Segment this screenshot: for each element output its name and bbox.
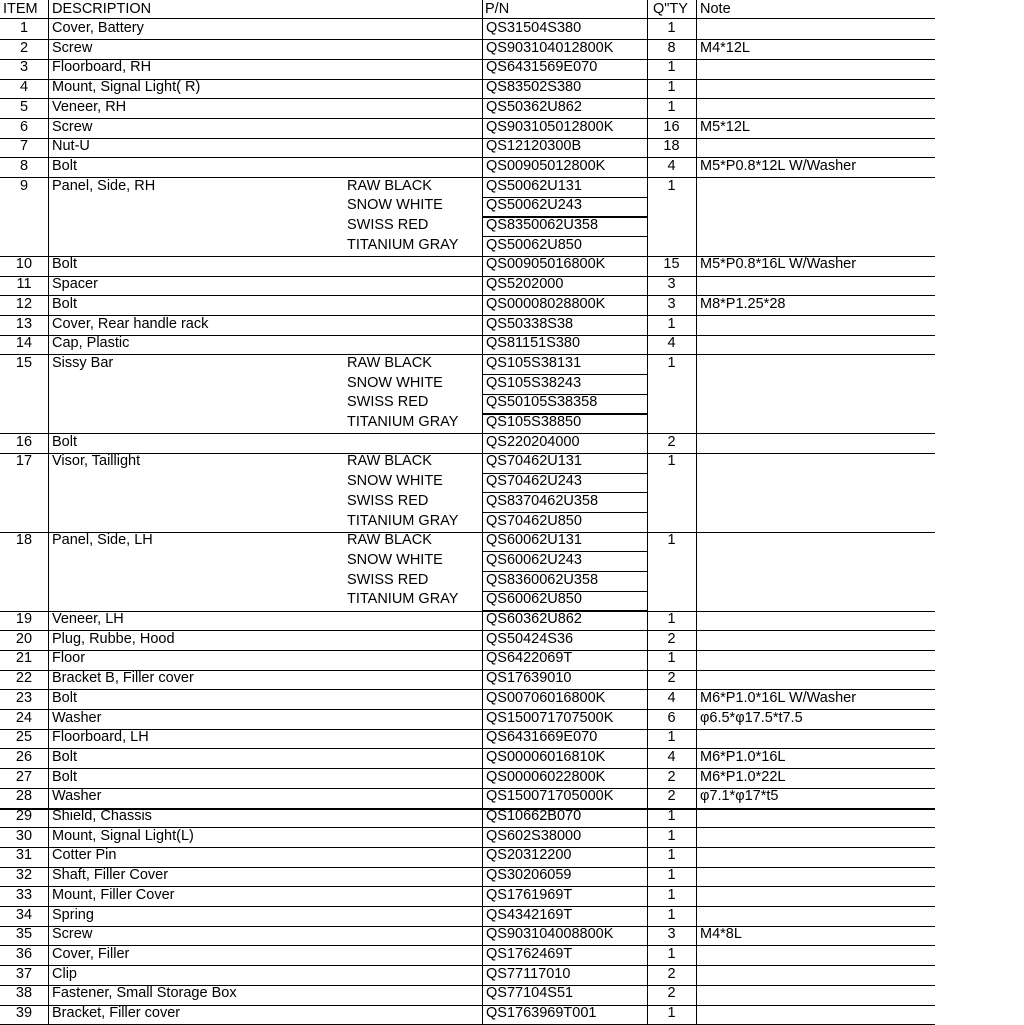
item-description: Cover, Battery (52, 20, 144, 36)
header-qty: Q"TY (653, 1, 688, 17)
item-quantity: 1 (667, 453, 676, 470)
row-rule (0, 335, 935, 336)
item-number: 12 (15, 295, 33, 312)
part-number-box (482, 512, 648, 533)
item-description: Screw (52, 118, 93, 135)
row-rule (0, 611, 935, 612)
part-number: QS105S38850 (486, 414, 582, 430)
item-number: 24 (15, 709, 33, 726)
part-number: QS8370462U358 (486, 492, 599, 509)
part-number: QS77117010 (486, 965, 571, 982)
item-description: Cover, Filler (52, 945, 130, 962)
part-number-box (482, 374, 648, 395)
part-number-box (482, 354, 648, 375)
part-number-box (482, 591, 648, 612)
item-quantity: 4 (667, 748, 676, 765)
item-description: Fastener, Small Storage Box (52, 985, 237, 1002)
part-number: QS8360062U358 (486, 571, 599, 588)
item-quantity: 1 (667, 20, 676, 36)
item-quantity: 2 (667, 965, 676, 982)
item-description: Shaft, Filler Cover (52, 867, 169, 884)
item-quantity: 8 (667, 39, 676, 56)
part-number-box (482, 551, 648, 572)
item-quantity: 2 (667, 433, 676, 450)
item-description: Bolt (52, 748, 77, 765)
item-number: 38 (15, 985, 33, 1002)
item-note: M4*12L (700, 39, 750, 56)
item-number: 26 (15, 748, 33, 765)
part-number-box (482, 177, 648, 198)
part-number: QS81151S380 (486, 335, 581, 352)
part-number: QS70462U243 (486, 473, 582, 490)
item-description: Screw (52, 926, 93, 943)
part-number: QS602S38000 (486, 827, 582, 844)
part-number: QS105S38131 (486, 354, 582, 371)
item-number: 2 (19, 39, 29, 56)
row-rule (0, 926, 935, 927)
variant-color: SNOW WHITE (347, 551, 443, 568)
part-number: QS1763969T001 (486, 1005, 597, 1021)
item-number: 4 (19, 79, 29, 96)
item-quantity: 1 (667, 808, 676, 824)
variant-color: SNOW WHITE (347, 197, 443, 214)
item-note: M4*8L (700, 926, 742, 943)
part-number: QS50062U243 (486, 197, 582, 214)
part-number: QS50062U131 (486, 177, 582, 194)
item-quantity: 3 (667, 295, 676, 312)
item-quantity: 1 (667, 650, 676, 667)
part-number: QS60062U850 (486, 591, 582, 608)
part-number-box (482, 414, 648, 435)
part-number: QS6422069T (486, 650, 573, 667)
part-number-box (482, 197, 648, 218)
row-rule (0, 276, 935, 277)
item-quantity: 1 (667, 98, 676, 115)
item-number: 25 (15, 729, 33, 746)
item-number: 7 (19, 138, 29, 155)
part-number: QS70462U131 (486, 453, 582, 470)
item-description: Plug, Rubbe, Hood (52, 630, 175, 647)
variant-color: SWISS RED (347, 217, 429, 233)
part-number: QS150071705000K (486, 788, 614, 805)
part-number: QS220204000 (486, 433, 580, 450)
part-number: QS30206059 (486, 867, 572, 884)
item-description: Bolt (52, 689, 77, 706)
item-number: 31 (15, 847, 33, 864)
item-number: 29 (15, 808, 33, 824)
part-number: QS00008028800K (486, 295, 606, 312)
item-number: 1 (19, 20, 29, 36)
item-number: 5 (19, 98, 29, 115)
item-description: Shield, Chassis (52, 808, 152, 824)
row-rule (0, 768, 935, 769)
item-number: 37 (15, 965, 33, 982)
part-number: QS105S38243 (486, 374, 582, 391)
column-rule (647, 0, 648, 1024)
item-note: M6*P1.0*16L (700, 748, 786, 765)
part-number: QS77104S51 (486, 985, 574, 1002)
variant-color: RAW BLACK (347, 354, 432, 371)
item-number: 6 (19, 118, 29, 135)
item-number: 28 (15, 788, 33, 805)
item-number: 3 (19, 59, 29, 76)
variant-color: SWISS RED (347, 394, 429, 411)
item-quantity: 1 (667, 847, 676, 864)
item-number: 14 (15, 335, 33, 352)
item-number: 19 (15, 611, 33, 627)
part-number: QS50338S38 (486, 315, 574, 332)
part-number: QS10662B070 (486, 808, 582, 824)
item-description: Bracket B, Filler cover (52, 670, 194, 687)
item-number: 33 (15, 886, 33, 903)
part-number: QS00905012800K (486, 157, 606, 174)
item-note: φ7.1*φ17*t5 (700, 788, 779, 805)
item-description: Nut-U (52, 138, 90, 155)
part-number: QS903104008800K (486, 926, 614, 943)
part-number-box (482, 453, 648, 474)
part-number: QS50362U862 (486, 98, 582, 115)
item-description: Bolt (52, 768, 77, 785)
item-number: 23 (15, 689, 33, 706)
part-number: QS00006022800K (486, 768, 606, 785)
part-number: QS60362U862 (486, 611, 582, 627)
item-description: Spring (52, 906, 94, 923)
part-number: QS20312200 (486, 847, 572, 864)
item-description: Cap, Plastic (52, 335, 130, 352)
row-rule (0, 98, 935, 99)
item-quantity: 1 (667, 945, 676, 962)
part-number: QS00706016800K (486, 689, 606, 706)
row-rule (0, 354, 935, 355)
item-quantity: 1 (667, 1005, 676, 1021)
part-number: QS50062U850 (486, 236, 582, 253)
item-description: Visor, Taillight (52, 453, 141, 470)
part-number: QS5202000 (486, 276, 564, 293)
part-number: QS31504S380 (486, 20, 582, 36)
item-description: Clip (52, 965, 77, 982)
variant-color: RAW BLACK (347, 453, 432, 470)
variant-color: SNOW WHITE (347, 473, 443, 490)
item-number: 16 (15, 433, 33, 450)
part-number-box (482, 532, 648, 553)
item-quantity: 2 (667, 985, 676, 1002)
item-description: Bolt (52, 433, 77, 450)
variant-color: TITANIUM GRAY (347, 512, 459, 529)
item-number: 34 (15, 906, 33, 923)
item-description: Cover, Rear handle rack (52, 315, 209, 332)
part-number: QS4342169T (486, 906, 573, 923)
item-note: M8*P1.25*28 (700, 295, 786, 312)
part-number-box (482, 571, 648, 592)
item-quantity: 1 (667, 79, 676, 96)
item-quantity: 1 (667, 827, 676, 844)
part-number: QS12120300B (486, 138, 582, 155)
item-description: Bolt (52, 256, 77, 273)
item-number: 27 (15, 768, 33, 785)
item-description: Veneer, RH (52, 98, 127, 115)
item-description: Floorboard, LH (52, 729, 149, 746)
column-rule (696, 0, 697, 1024)
row-rule (0, 906, 935, 907)
part-number: QS8350062U358 (486, 217, 599, 233)
row-rule (0, 295, 935, 296)
row-rule (0, 965, 935, 966)
part-number: QS6431569E070 (486, 59, 598, 76)
item-quantity: 3 (667, 926, 676, 943)
item-note: M6*P1.0*16L W/Washer (700, 689, 857, 706)
item-number: 9 (19, 177, 29, 194)
item-quantity: 18 (663, 138, 680, 155)
item-quantity: 6 (667, 709, 676, 726)
part-number: QS60062U243 (486, 551, 582, 568)
item-quantity: 2 (667, 630, 676, 647)
item-description: Bolt (52, 157, 77, 174)
item-quantity: 1 (667, 867, 676, 884)
item-quantity: 1 (667, 354, 676, 371)
variant-color: TITANIUM GRAY (347, 414, 459, 430)
row-rule (0, 748, 935, 749)
variant-color: SWISS RED (347, 492, 429, 509)
item-quantity: 2 (667, 768, 676, 785)
row-rule (0, 788, 935, 789)
item-description: Floorboard, RH (52, 59, 152, 76)
row-rule (0, 945, 935, 946)
item-quantity: 4 (667, 689, 676, 706)
item-number: 30 (15, 827, 33, 844)
row-rule (0, 433, 935, 434)
variant-color: TITANIUM GRAY (347, 591, 459, 608)
item-quantity: 1 (667, 906, 676, 923)
column-rule (48, 0, 49, 1024)
item-number: 17 (15, 453, 33, 470)
item-number: 22 (15, 670, 33, 687)
row-rule (0, 39, 935, 40)
item-quantity: 4 (667, 157, 676, 174)
item-description: Veneer, LH (52, 611, 124, 627)
item-quantity: 3 (667, 276, 676, 293)
item-number: 8 (19, 157, 29, 174)
part-number-box (482, 394, 648, 415)
item-quantity: 15 (663, 256, 680, 273)
item-number: 18 (15, 532, 33, 549)
item-quantity: 1 (667, 886, 676, 903)
item-description: Spacer (52, 276, 98, 293)
part-number: QS1761969T (486, 886, 573, 903)
part-number-box (482, 473, 648, 494)
header-item: ITEM (3, 1, 38, 17)
part-number: QS903104012800K (486, 39, 614, 56)
header-description: DESCRIPTION (52, 1, 152, 17)
item-description: Cotter Pin (52, 847, 117, 864)
variant-color: TITANIUM GRAY (347, 236, 459, 253)
item-description: Floor (52, 650, 86, 667)
item-number: 35 (15, 926, 33, 943)
item-quantity: 1 (667, 177, 676, 194)
part-number-box (482, 236, 648, 257)
part-number: QS1762469T (486, 945, 573, 962)
item-quantity: 1 (667, 532, 676, 549)
item-description: Panel, Side, RH (52, 177, 156, 194)
column-rule (482, 0, 483, 1024)
part-number-box (482, 492, 648, 513)
part-number: QS6431669E070 (486, 729, 598, 746)
item-note: M5*P0.8*12L W/Washer (700, 157, 857, 174)
part-number: QS150071707500K (486, 709, 614, 726)
item-quantity: 2 (667, 788, 676, 805)
variant-color: SWISS RED (347, 571, 429, 588)
item-note: M5*P0.8*16L W/Washer (700, 256, 857, 273)
part-number: QS00905016800K (486, 256, 606, 273)
item-number: 36 (15, 945, 33, 962)
item-number: 15 (15, 354, 33, 371)
item-description: Screw (52, 39, 93, 56)
item-quantity: 1 (667, 59, 676, 76)
item-number: 32 (15, 867, 33, 884)
row-rule (0, 138, 935, 139)
item-number: 20 (15, 630, 33, 647)
item-description: Washer (52, 709, 102, 726)
item-quantity: 1 (667, 611, 676, 627)
item-note: M6*P1.0*22L (700, 768, 786, 785)
item-quantity: 16 (663, 118, 680, 135)
part-number: QS50105S38358 (486, 394, 598, 411)
item-quantity: 4 (667, 335, 676, 352)
header-pn: P/N (485, 1, 510, 17)
header-note: Note (700, 1, 731, 17)
item-description: Bracket, Filler cover (52, 1005, 181, 1021)
item-description: Mount, Signal Light(L) (52, 827, 194, 844)
variant-color: SNOW WHITE (347, 374, 443, 391)
part-number: QS903105012800K (486, 118, 614, 135)
row-rule (0, 453, 935, 454)
item-number: 13 (15, 315, 33, 332)
item-description: Washer (52, 788, 102, 805)
item-quantity: 1 (667, 729, 676, 746)
row-rule (0, 118, 935, 119)
item-description: Mount, Signal Light( R) (52, 79, 201, 96)
item-quantity: 1 (667, 315, 676, 332)
item-description: Panel, Side, LH (52, 532, 153, 549)
part-number: QS83502S380 (486, 79, 582, 96)
part-number-box (482, 217, 648, 238)
item-number: 39 (15, 1005, 33, 1021)
item-number: 11 (16, 276, 32, 293)
row-rule (0, 650, 935, 651)
variant-color: RAW BLACK (347, 532, 432, 549)
item-description: Bolt (52, 295, 77, 312)
row-rule (0, 847, 935, 848)
item-number: 10 (15, 256, 33, 273)
part-number: QS00006016810K (486, 748, 606, 765)
part-number: QS60062U131 (486, 532, 582, 549)
part-number: QS70462U850 (486, 512, 582, 529)
item-quantity: 2 (667, 670, 676, 687)
item-description: Mount, Filler Cover (52, 886, 175, 903)
item-note: M5*12L (700, 118, 750, 135)
item-description: Sissy Bar (52, 354, 114, 371)
variant-color: RAW BLACK (347, 177, 432, 194)
item-number: 21 (15, 650, 33, 667)
part-number: QS17639010 (486, 670, 572, 687)
part-number: QS50424S36 (486, 630, 574, 647)
item-note: φ6.5*φ17.5*t7.5 (700, 709, 803, 726)
